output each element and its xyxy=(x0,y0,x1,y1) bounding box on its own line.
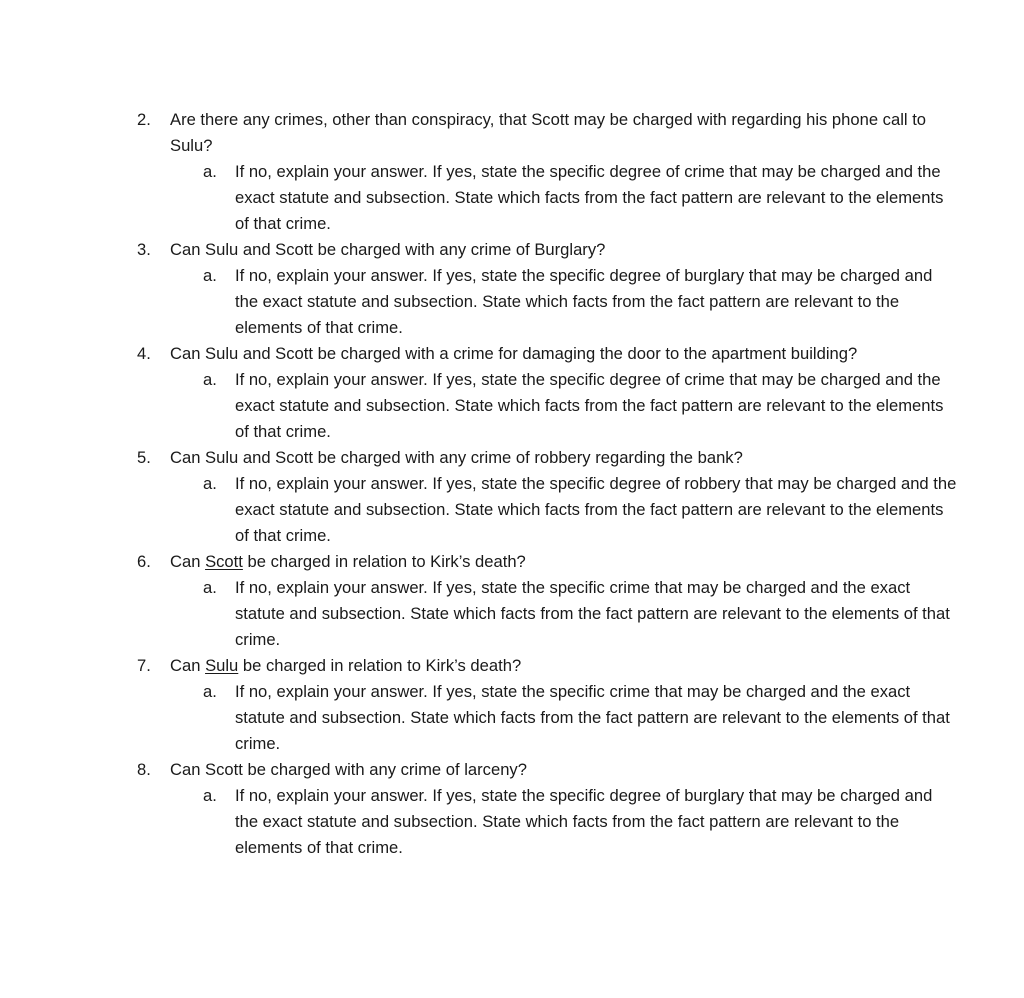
question-item xyxy=(137,549,957,653)
question-text: Are there any crimes, other than conspiracy, that Scott may be charged with regarding his phone call to Sulu? xyxy=(170,110,927,155)
question-text xyxy=(170,653,957,679)
underlined-name: Scott xyxy=(205,552,243,571)
sub-item-text: If no, explain your answer. If yes, state the specific crime that may be charged and the exact statute and subsection. State which facts from the fact pattern are relevant to the elements of that crime. xyxy=(235,578,950,649)
question-item xyxy=(137,107,957,237)
question-text xyxy=(170,549,957,575)
sub-item-text: If no, explain your answer. If yes, state the specific degree of burglary that may be charged and the exact statute and subsection. State which facts from the fact pattern are relevant to the elements of that crime. xyxy=(235,786,933,857)
question-number: 7. xyxy=(137,656,151,675)
sub-item-text: If no, explain your answer. If yes, state the specific crime that may be charged and the exact statute and subsection. State which facts from the fact pattern are relevant to the elements of that crime. xyxy=(235,682,950,753)
question-text: Can Sulu and Scott be charged with any crime of robbery regarding the bank? xyxy=(170,448,743,467)
sub-item-letter: a. xyxy=(203,162,217,181)
question-text: Can Scott be charged with any crime of larceny? xyxy=(170,760,527,779)
question-list xyxy=(137,107,957,861)
sub-item-letter: a. xyxy=(203,786,217,805)
question-number: 3. xyxy=(137,240,151,259)
question-number: 8. xyxy=(137,760,151,779)
question-number: 4. xyxy=(137,344,151,363)
sub-item-letter: a. xyxy=(203,266,217,285)
sub-item xyxy=(170,575,957,653)
underlined-name: Sulu xyxy=(205,656,239,675)
sub-item xyxy=(170,263,957,341)
sub-item-letter: a. xyxy=(203,682,217,701)
sub-item xyxy=(170,367,957,445)
question-text-before: Can xyxy=(170,552,206,571)
question-text: Can Sulu and Scott be charged with any crime of Burglary? xyxy=(170,240,606,259)
sub-item-text: If no, explain your answer. If yes, state the specific degree of burglary that may be charged and the exact statute and subsection. State which facts from the fact pattern are relevant to the elements of that crime. xyxy=(235,266,933,337)
sub-item xyxy=(170,679,957,757)
sub-item xyxy=(170,159,957,237)
question-number: 5. xyxy=(137,448,151,467)
question-number: 2. xyxy=(137,110,151,129)
sub-item xyxy=(170,783,957,861)
question-number: 6. xyxy=(137,552,151,571)
question-item xyxy=(137,757,957,861)
question-text-after: be charged in relation to Kirk’s death? xyxy=(238,656,522,675)
question-item xyxy=(137,445,957,549)
question-text-after: be charged in relation to Kirk’s death? xyxy=(242,552,526,571)
question-text: Can Sulu and Scott be charged with a crime for damaging the door to the apartment building? xyxy=(170,344,858,363)
sub-item-letter: a. xyxy=(203,370,217,389)
question-item xyxy=(137,653,957,757)
question-item xyxy=(137,341,957,445)
question-text-before: Can xyxy=(170,656,206,675)
sub-item-text: If no, explain your answer. If yes, state the specific degree of crime that may be charged and the exact statute and subsection. State which facts from the fact pattern are relevant to the elements of that crime. xyxy=(235,370,944,441)
sub-item-text: If no, explain your answer. If yes, state the specific degree of crime that may be charged and the exact statute and subsection. State which facts from the fact pattern are relevant to the elements of that crime. xyxy=(235,162,944,233)
sub-item-text: If no, explain your answer. If yes, state the specific degree of robbery that may be charged and the exact statute and subsection. State which facts from the fact pattern are relevant to the elements of that crime. xyxy=(235,474,957,545)
question-item xyxy=(137,237,957,341)
sub-item-letter: a. xyxy=(203,578,217,597)
sub-item xyxy=(170,471,957,549)
sub-item-letter: a. xyxy=(203,474,217,493)
